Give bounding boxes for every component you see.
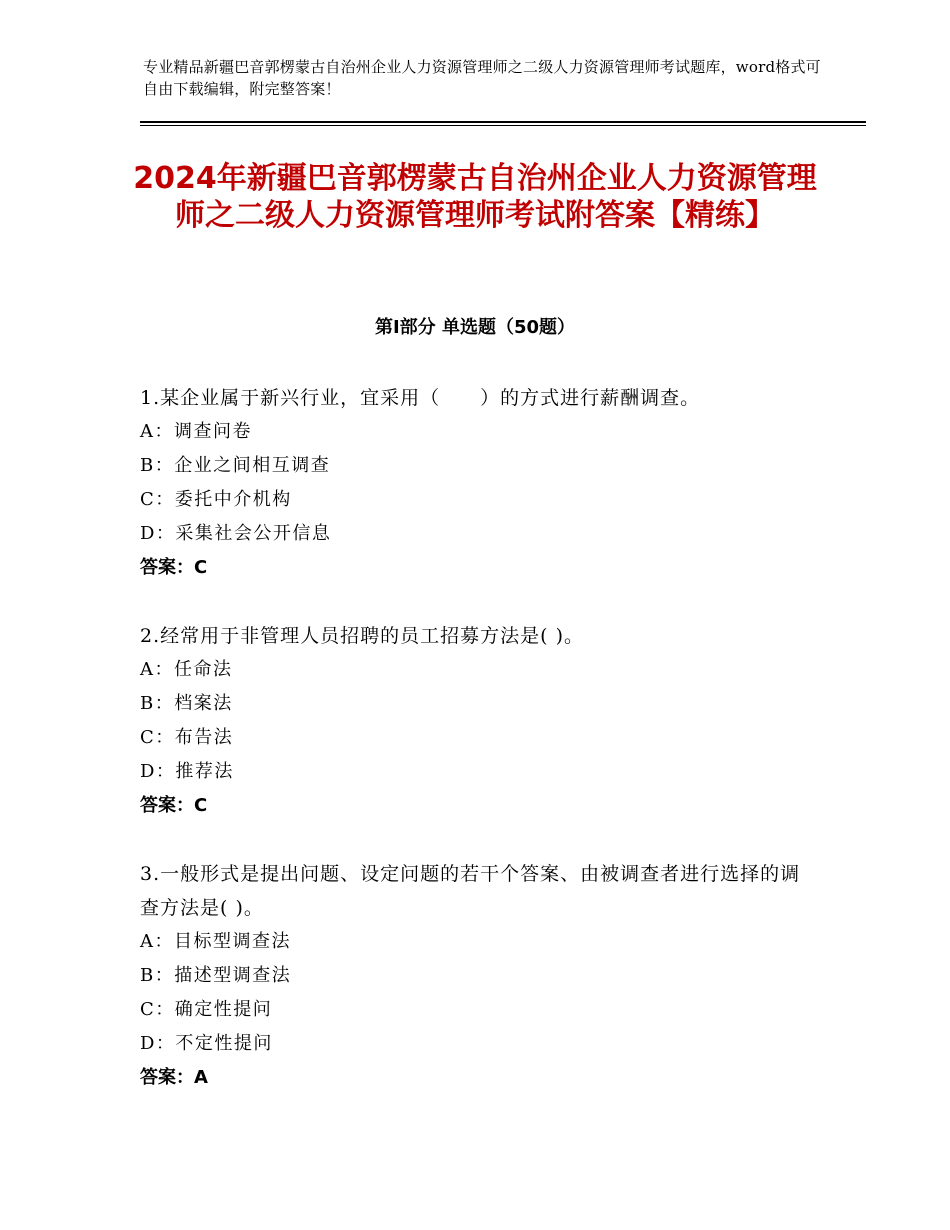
option-a: A：目标型调查法 <box>140 931 291 952</box>
question-stem: 1.某企业属于新兴行业，宜采用（ ）的方式进行薪酬调查。 <box>140 387 701 409</box>
option-b: B：描述型调查法 <box>140 965 292 986</box>
question-stem: 2.经常用于非管理人员招聘的员工招募方法是( )。 <box>140 625 584 647</box>
option-a: A：调查问卷 <box>140 421 252 442</box>
header-divider-thick <box>140 121 866 123</box>
question-3 <box>140 857 820 1095</box>
section-heading: 第Ⅰ部分 单选题（50题） <box>374 317 575 338</box>
header-note: 专业精品新疆巴音郭楞蒙古自治州企业人力资源管理师之二级人力资源管理师考试题库，word格式可自由下载编辑，附完整答案！ <box>143 58 821 98</box>
answer-line: 答案：A <box>140 1067 208 1088</box>
question-stem: 3.一般形式是提出问题、设定问题的若干个答案、由被调查者进行选择的调查方法是( )。 <box>140 863 801 919</box>
question-1 <box>140 381 820 585</box>
option-b: B：档案法 <box>140 693 233 714</box>
answer-line: 答案：C <box>140 557 208 578</box>
question-2 <box>140 619 820 823</box>
option-c: C：布告法 <box>140 727 234 748</box>
option-c: C：确定性提问 <box>140 999 273 1020</box>
option-b: B：企业之间相互调查 <box>140 455 331 476</box>
header-divider-thin <box>140 125 866 126</box>
option-d: D：不定性提问 <box>140 1033 273 1054</box>
document-title: 2024年新疆巴音郭楞蒙古自治州企业人力资源管理师之二级人力资源管理师考试附答案【精练】 <box>133 161 817 233</box>
answer-line: 答案：C <box>140 795 208 816</box>
option-a: A：任命法 <box>140 659 233 680</box>
option-d: D：采集社会公开信息 <box>140 523 332 544</box>
question-list <box>140 381 820 1129</box>
option-d: D：推荐法 <box>140 761 234 782</box>
option-c: C：委托中介机构 <box>140 489 292 510</box>
